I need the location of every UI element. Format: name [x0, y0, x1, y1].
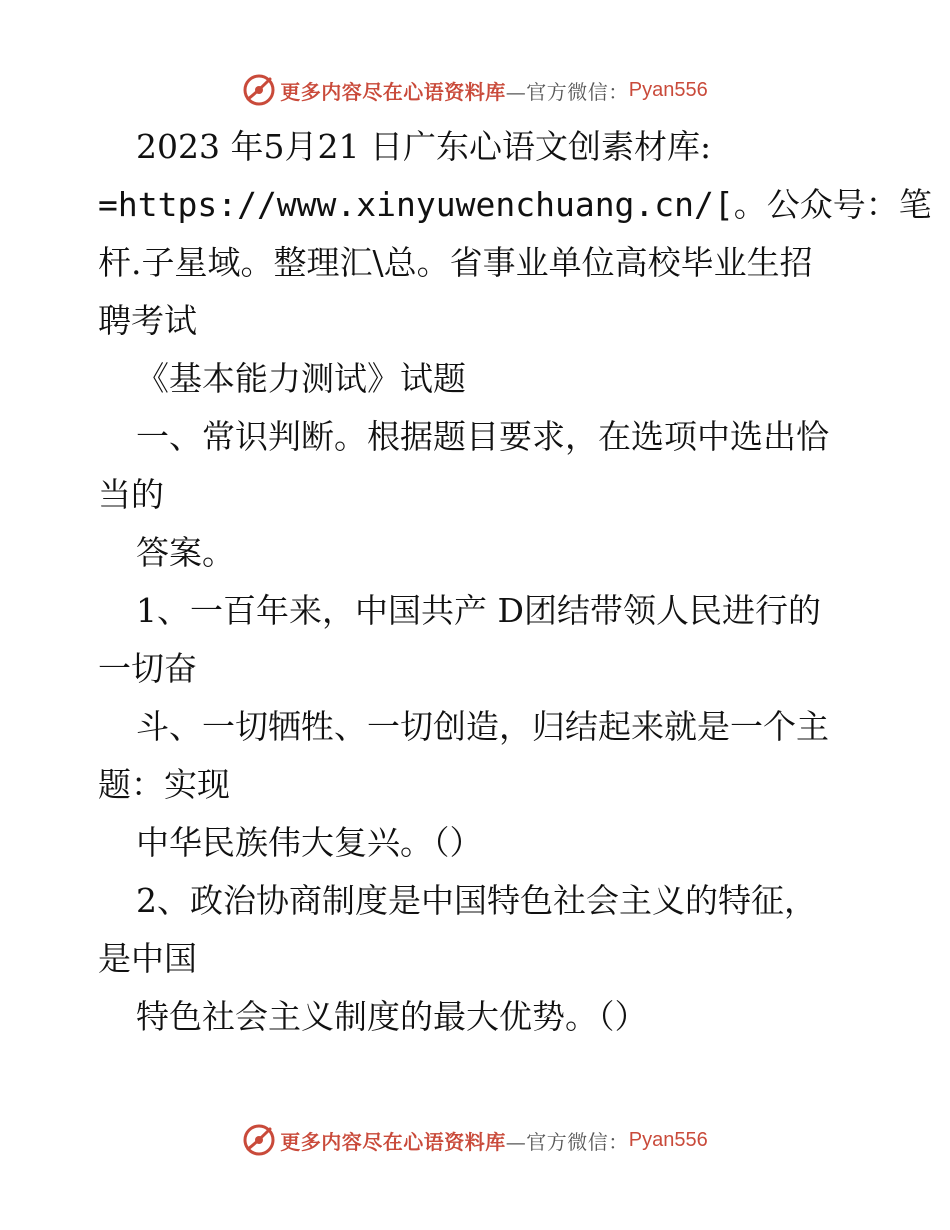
header-watermark-banner [0, 70, 950, 110]
question-line: 1、一百年来，中国共产 D团结带领人民进行的 [136, 591, 821, 630]
text-line: 2023 年5月21 日广东心语文创素材库: [136, 127, 712, 166]
text-line: 斗、一切牺牲、一切创造，归结起来就是一个主 [136, 707, 829, 746]
footer-watermark-banner [0, 1120, 950, 1160]
document-body [98, 118, 932, 1046]
section-title: 《基本能力测试》试题 [136, 359, 466, 398]
text-line: =https://www.xinyuwenchuang.cn/[。公众号：笔 [98, 185, 932, 224]
banner-wechat-id: Pyan556 [628, 78, 708, 101]
pen-nib-logo-icon [242, 1123, 276, 1157]
text-line: 当的 [98, 475, 164, 514]
question-line: 2、政治协商制度是中国特色社会主义的特征， [136, 881, 817, 920]
banner-subtitle: —官方微信： [505, 79, 629, 104]
banner-title: 更多内容尽在心语资料库 [280, 1129, 506, 1154]
text-line: 一、常识判断。根据题目要求，在选项中选出恰 [136, 417, 829, 456]
text-line: 杆.子星域。整理汇\总。省事业单位高校毕业生招 [98, 243, 813, 282]
text-line: 一切奋 [98, 649, 197, 688]
text-line: 中华民族伟大复兴。（） [136, 823, 483, 862]
text-line: 是中国 [98, 939, 197, 978]
text-line: 答案。 [136, 533, 235, 572]
text-line: 特色社会主义制度的最大优势。（） [136, 997, 648, 1036]
banner-subtitle: —官方微信： [505, 1129, 629, 1154]
banner-title: 更多内容尽在心语资料库 [280, 79, 506, 104]
text-line: 聘考试 [98, 301, 197, 340]
text-line: 题：实现 [98, 765, 230, 804]
banner-wechat-id: Pyan556 [628, 1128, 708, 1151]
pen-nib-logo-icon [242, 73, 276, 107]
